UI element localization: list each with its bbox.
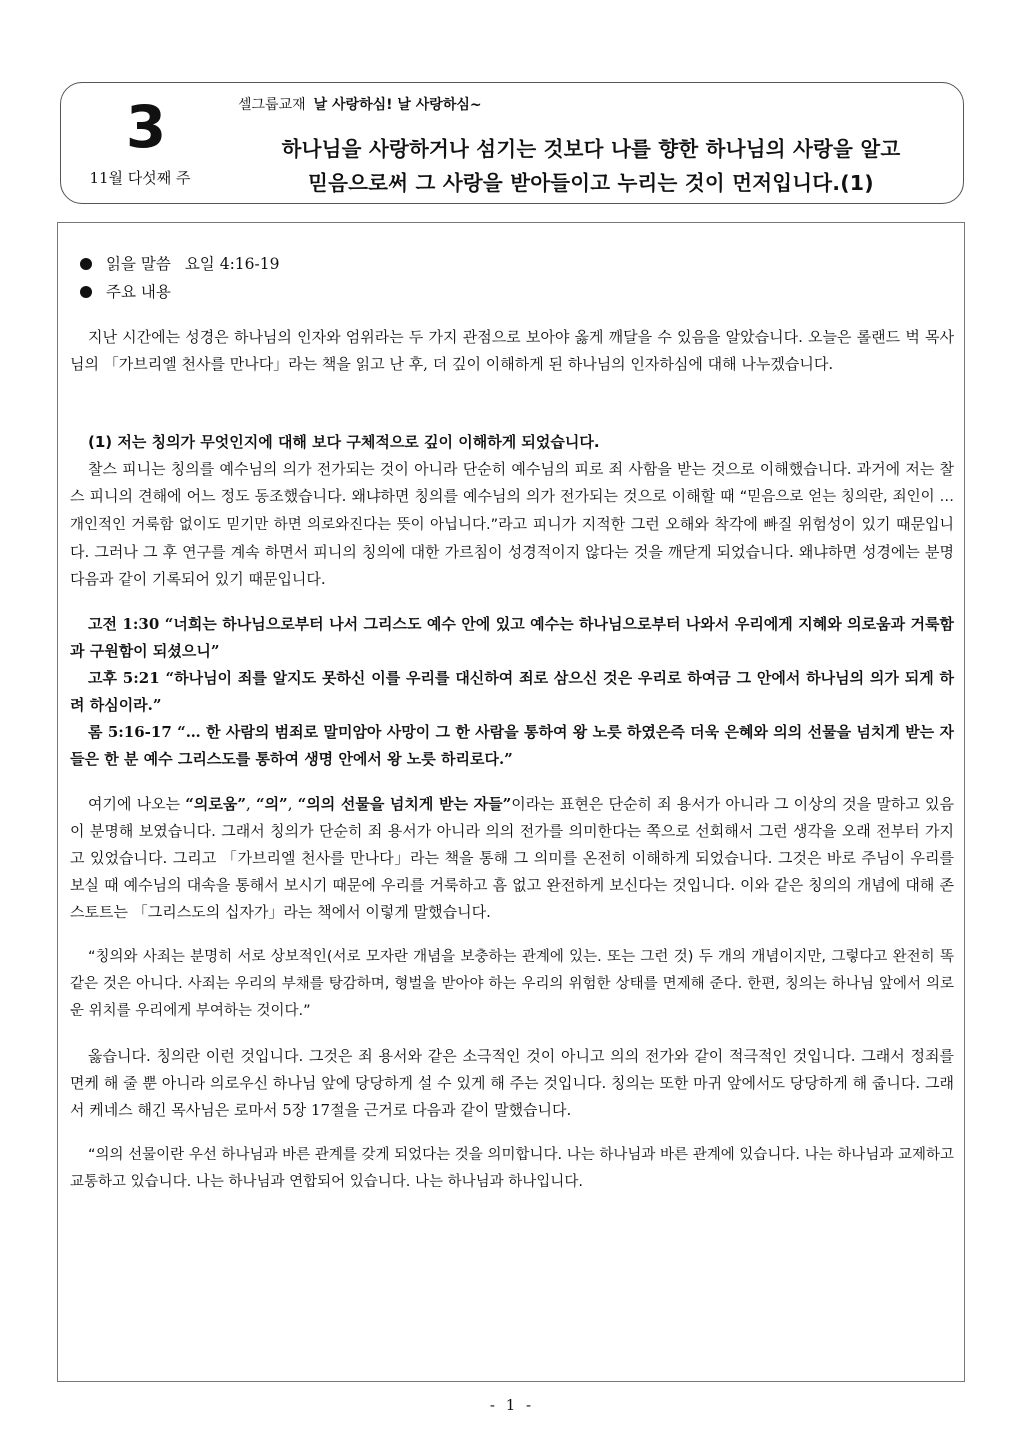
spacer xyxy=(70,1025,954,1043)
content xyxy=(70,250,954,1196)
finney-quote: “믿음으로 얻는 칭의란, 죄인이 … 개인적인 거룩함 없이도 믿기만 하면 의로와진다는 뜻이 아닙니다.” xyxy=(70,489,954,533)
intro-paragraph: 지난 시간에는 성경은 하나님의 인자와 엄위라는 두 가지 관점으로 보아야 옳게 깨달을 수 있음을 알았습니다. 오늘은 롤랜드 벅 목사님의 「가브리엘 천사를 만나다」라는 책을 읽고 난 후, 더 깊이 이해하게 된 하나님의 인자하심에 대해 나누겠습니다. xyxy=(70,328,954,373)
spacer xyxy=(70,593,954,611)
reading-label: 읽을 말씀 xyxy=(106,254,171,273)
paragraph-2 xyxy=(70,791,954,926)
verse-1cor-1-30: 고전 1:30 “너희는 하나님으로부터 나서 그리스도 예수 안에 있고 예수는 하나님으로부터 나와서 우리에게 지혜와 의로움과 거룩함과 구원함이 되셨으니” xyxy=(70,615,954,660)
page-number: - 1 - xyxy=(489,1396,535,1414)
spacer xyxy=(70,773,954,791)
section-heading: (1) 저는 칭의가 무엇인지에 대해 보다 구체적으로 깊이 이해하게 되었습니다. xyxy=(88,433,600,451)
week-label: 11월 다섯째 주 xyxy=(89,169,191,187)
section1-text-b: 라고 피니가 지적한 그런 오해와 착각에 빠질 위험성이 있기 때문입니다. 그러나 그 후 연구를 계속 하면서 피니의 칭의에 대한 가르침이 성경적이지 않다는 것을 깨닫게 되었습니다. 왜냐하면 성경에는 분명 다음과 같이 기록되어 있기 때문입니다. xyxy=(70,515,954,588)
series-title: 날 사랑하심! 날 사랑하심~ xyxy=(313,97,482,113)
hagin-quote: “의의 선물이란 우선 하나님과 바른 관계를 갖게 되었다는 것을 의미합니다. 나는 하나님과 바른 관계에 있습니다. 나는 하나님과 교제하고 교통하고 있습니다. 나는 하나님과 연합되어 있습니다. 나는 하나님과 하나입니다. xyxy=(70,1147,954,1190)
separator: , xyxy=(287,795,298,813)
stott-quote: “칭의와 사죄는 분명히 서로 상보적인(서로 모자란 개념을 보충하는 관계에 있는. 또는 그런 것) 두 개의 개념이지만, 그렇다고 완전히 똑같은 것은 아니다. 사죄는 우리의 부채를 탕감하며, 형벌을 받아야 하는 우리의 위험한 상태를 면제해 준다. 한편, 칭의는 하나님 앞에서 의로운 위치를 우리에게 부여하는 것이다.” xyxy=(70,949,954,1019)
verse-2cor-5-21: 고후 5:21 “하나님이 죄를 알지도 못하신 이를 우리를 대신하여 죄로 삼으신 것은 우리로 하여금 그 안에서 하나님의 의가 되게 하려 하심이라.” xyxy=(70,669,954,714)
term-righteous: “의” xyxy=(255,795,288,813)
paragraph-2-post: 이라는 표현은 단순히 죄 용서가 아니라 그 이상의 것을 말하고 있음이 분명해 보였습니다. 그래서 칭의가 단순히 죄 용서가 아니라 의의 전가를 의미한다는 쪽으로 선회해서 그런 생각을 오래 전부터 가지고 있었습니다. 그리고 「가브리엘 천사를 만나다」라는 책을 통해 그 의미를 온전히 이해하게 되었습니다. 그것은 바로 주님이 우리를 보실 때 예수님의 대속을 통해서 보시기 때문에 우리를 거룩하고 흠 없고 완전하게 보신다는 것입니다. 이와 같은 칭의의 개념에 대해 존 스토트는 「그리스도의 십자가」라는 책에서 이렇게 말했습니다. xyxy=(70,795,954,921)
reading-line xyxy=(70,250,954,278)
paragraph-3: 옳습니다. 칭의란 이런 것입니다. 그것은 죄 용서와 같은 소극적인 것이 아니고 의의 전가와 같이 적극적인 것입니다. 그래서 정죄를 면케 해 줄 뿐 아니라 의로우신 하나님 앞에 당당하게 설 수 있게 해 주는 것입니다. 칭의는 또한 마귀 앞에서도 당당하게 해 줍니다. 그래서 케네스 해긴 목사님은 로마서 5장 17절을 근거로 다음과 같이 말했습니다. xyxy=(70,1047,954,1119)
separator: , xyxy=(246,795,256,813)
section1-text-a: 찰스 피니는 칭의를 예수님의 의가 전가되는 것이 아니라 단순히 예수님의 피로 죄 사함을 받는 것으로 이해했습니다. 과거에 저는 찰스 피니의 견해에 어느 정도 동조했습니다. 왜냐하면 칭의를 예수님의 의가 전가되는 것으로 이해할 때 xyxy=(70,460,954,505)
title-line-2: 믿음으로써 그 사랑을 받아들이고 누리는 것이 먼저입니다.(1) xyxy=(308,171,874,195)
term-gift: “의의 선물을 넘치게 받는 자들” xyxy=(297,795,512,813)
spacer xyxy=(70,926,954,944)
summary-line xyxy=(70,278,954,306)
paragraph-2-pre: 여기에 나오는 xyxy=(88,795,186,813)
lesson-number: 3 xyxy=(125,93,167,161)
summary-label: 주요 내용 xyxy=(106,282,171,301)
page-title xyxy=(226,132,956,200)
spacer xyxy=(70,1124,954,1142)
series-label: 셀그룹교재 xyxy=(238,97,306,113)
reading-reference: 요일 4:16-19 xyxy=(184,254,280,273)
spacer xyxy=(70,378,954,428)
spacer xyxy=(70,306,954,324)
verse-rom-5-16-17: 롬 5:16-17 “… 한 사람의 범죄로 말미암아 사망이 그 한 사람을 통하여 왕 노릇 하였은즉 더욱 은혜와 의의 선물을 넘치게 받는 자들은 한 분 예수 그리스도를 통하여 생명 안에서 왕 노릇 하리로다.” xyxy=(70,723,954,768)
title-line-1: 하나님을 사랑하거나 섬기는 것보다 나를 향한 하나님의 사랑을 알고 xyxy=(281,137,901,161)
bullet-dot-icon xyxy=(80,258,92,270)
bullet-dot-icon xyxy=(80,286,92,298)
term-righteousness: “의로움” xyxy=(185,795,246,813)
series-line xyxy=(238,95,482,115)
section1-paragraph xyxy=(70,456,954,593)
